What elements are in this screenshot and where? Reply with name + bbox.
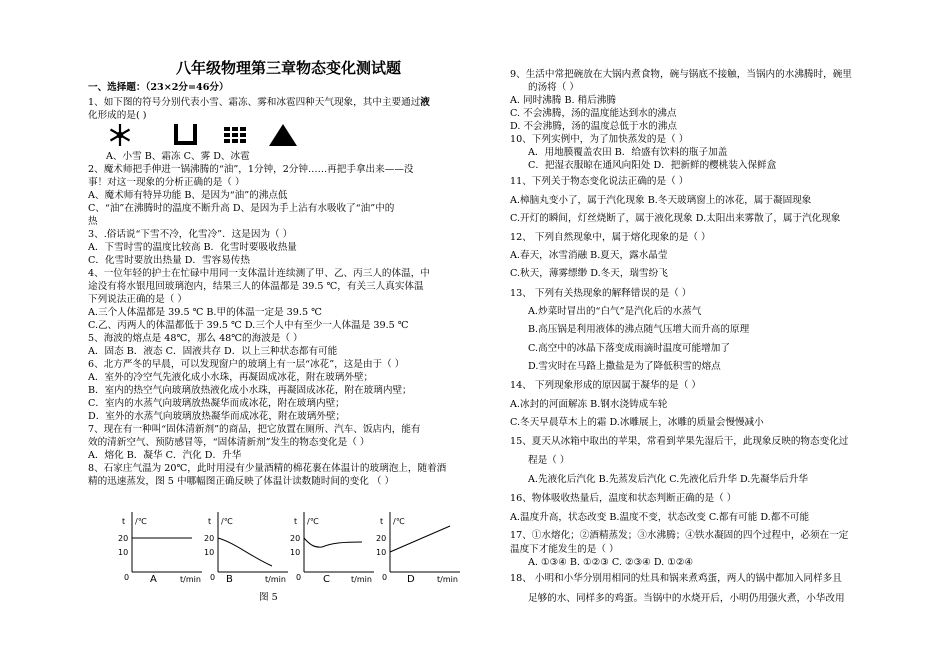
question-line: 12、 下列自然现象中，属于熔化现象的是（ ） [510, 232, 711, 243]
page-title: 八年级物理第三章物态变化测试题 [176, 59, 402, 77]
question-options: B.高压锅是利用液体的沸点随气压增大而升高的原理 [528, 324, 750, 335]
question-options: D．室外的水蒸气向玻璃放热凝华而成冰花，附在玻璃外壁； [88, 411, 346, 422]
graph-d [376, 512, 460, 585]
question-line: 9、生活中常把碗放在大锅内煮食物，碗与锅底不接触，当锅内的水沸腾时，碗里 [510, 69, 852, 80]
question-line: 精的迅速蒸发，图 5 中哪幅图正确反映了体温计读数随时间的变化 （ ） [88, 476, 395, 487]
question-line: 15、夏天从冰箱中取出的苹果，常看到苹果先湿后干，此现象反映的物态变化过 [510, 436, 849, 447]
graph-label-c: C [323, 574, 330, 585]
tick-0: 0 [124, 573, 130, 582]
tick-10: 10 [118, 548, 129, 557]
question-options: A.先液化后汽化 B.先蒸发后汽化 C.先液化后升华 D.先凝华后升华 [528, 474, 808, 485]
axis-label-unit: /℃ [307, 517, 319, 526]
question-options: A、小雪 B、霜冻 C、雾 D、冰雹 [106, 151, 250, 162]
question-options: A.樟脑丸变小了，属于汽化现象 B.冬天玻璃窗上的冰花，属于凝固现象 [510, 195, 812, 206]
tick-10: 10 [204, 548, 215, 557]
graph-label-b: B [226, 574, 233, 585]
question-line: 18、 小明和小华分别用相同的灶具和锅来煮鸡蛋，两人的锅中都加入同样多且 [510, 573, 842, 584]
question-options: C、“油”在沸腾时的温度不断升高 D、是因为手上沾有水吸收了“油”中的 [88, 203, 395, 214]
question-line: 11、下列关于物态变化说法正确的是（ ） [510, 176, 689, 187]
tick-20: 20 [290, 534, 301, 543]
weather-symbols [100, 121, 320, 149]
question-options: A. 同时沸腾 B. 稍后沸腾 [510, 95, 616, 106]
tick-10: 10 [290, 548, 301, 557]
question-options: A.三个人体温都是 39.5 ℃ B.甲的体温一定是 39.5 ℃ [88, 307, 322, 318]
question-options: D. 不会沸腾，汤的温度总低于水的沸点 [510, 121, 677, 132]
axis-label-t: t [122, 517, 126, 526]
question-line: 效的清新空气、预防感冒等，“固体清新剂”发生的物态变化是（ ） [88, 437, 370, 448]
question-line: 1、如下图的符号分别代表小雪、霜冻、雾和冰雹四种天气现象，其中主要通过液 [88, 97, 430, 108]
axis-label-t: t [380, 517, 384, 526]
tick-20: 20 [118, 534, 129, 543]
graph-b [204, 512, 288, 585]
question-options: C.冬天早晨草木上的霜 D.冰雕展上，冰雕的质量会慢慢减小 [510, 417, 764, 428]
tick-10: 10 [376, 548, 387, 557]
question-options: C．化雪时要放出热量 D．雪容易传热 [88, 255, 250, 266]
question-line: 2、魔术师把手伸进一锅沸腾的“油”，1分钟，2分钟……再把手拿出来——没 [88, 164, 414, 175]
question-options: A.春天，冰雪消融 B.夏天，露水晶莹 [510, 250, 668, 261]
question-line: 温度下才能发生的是（ ） [510, 544, 619, 555]
question-line: 途没有将水银甩回玻璃泡内，结果三人的体温都是 39.5 ℃，有关三人真实体温 [88, 281, 424, 292]
question-line: 程是（ ） [528, 455, 570, 466]
fog-icon [224, 127, 246, 143]
axis-label-unit: /℃ [393, 517, 405, 526]
tick-0: 0 [382, 573, 388, 582]
question-options: A．固态 B．液态 C．固液共存 D．以上三种状态都有可能 [88, 346, 338, 357]
question-line: 5、海波的熔点是 48℃，那么 48℃的海波是（ ） [88, 333, 303, 344]
axis-label-tmin: t/min [437, 575, 458, 584]
axis-label-t: t [294, 517, 298, 526]
question-options: A.温度升高，状态改变 B.温度不变，状态改变 C.都有可能 D.都不可能 [510, 512, 810, 523]
question-line: 16、物体吸收热量后，温度和状态判断正确的是（ ） [510, 493, 737, 504]
axis-label-unit: /℃ [135, 517, 147, 526]
question-options: A、魔术师有特异功能 B、是因为“油”的沸点低 [88, 190, 288, 201]
question-line: 17、①水熔化；②酒精蒸发；③水沸腾；④铁水凝固的四个过程中，必须在一定 [510, 530, 849, 541]
tick-20: 20 [204, 534, 215, 543]
hail-icon [269, 124, 297, 146]
question-options: C.秋天，薄雾缥缈 D.冬天，瑞雪纷飞 [510, 268, 668, 279]
question-line: 热 [88, 216, 98, 227]
emphasis-text: 液 [420, 97, 430, 108]
question-line: 6、北方严冬的早晨，可以发现窗户的玻璃上有一层“冰花”，这是由于（ ） [88, 359, 405, 370]
question-line: 足够的水、同样多的鸡蛋。当锅中的水烧开后，小明仍用强火煮，小华改用 [528, 593, 845, 604]
tick-0: 0 [296, 573, 302, 582]
question-options: A．室外的冷空气先液化成小水珠，再凝固成冰花，附在玻璃外壁； [88, 372, 374, 383]
graph-label-d: D [407, 574, 415, 585]
axis-label-tmin: t/min [180, 575, 201, 584]
question-options: C.开灯的瞬间，灯丝烧断了，属于液化现象 D.太阳出来雾散了，属于汽化现象 [510, 213, 841, 224]
question-line: 化形成的是( ) [88, 110, 147, 121]
graph-a [118, 512, 202, 585]
question-line: 8、石家庄气温为 20℃，此时用浸有少量酒精的棉花裹在体温计的玻璃泡上，随着酒 [88, 463, 447, 474]
question-line: 事！对这一现象的分析正确的是（ ） [88, 177, 245, 188]
question-options: A．用地膜覆盖农田 B．给盛有饮料的瓶子加盖 [528, 147, 728, 158]
tick-20: 20 [376, 534, 387, 543]
question-options: A.炒菜时冒出的“白气”是汽化后的水蒸气 [528, 306, 702, 317]
question-options: C.高空中的冰晶下落变成雨滴时温度可能增加了 [528, 343, 730, 354]
graph-c [290, 512, 374, 585]
axis-label-unit: /℃ [221, 517, 233, 526]
question-line: 3、.俗话说“下雪不冷，化雪冷”．这是因为（ ） [88, 229, 293, 240]
snowflake-icon [111, 124, 130, 146]
figure-5-graphs [110, 498, 490, 588]
question-options: A．下雪时雪的温度比较高 B．化雪时要吸收热量 [88, 242, 297, 253]
question-line: 10、下列实例中，为了加快蒸发的是（ ） [510, 134, 689, 145]
axis-label-tmin: t/min [265, 575, 286, 584]
question-options: B．室内的热空气向玻璃放热液化成小水珠，再凝固成冰花，附在玻璃内壁； [88, 385, 412, 396]
question-options: A.冰封的河面解冻 B.钢水浇铸成车轮 [510, 399, 668, 410]
axis-label-t: t [208, 517, 212, 526]
question-line: 4、一位年轻的护士在忙碌中用同一支体温计连续测了甲、乙、丙三人的体温，中 [88, 268, 430, 279]
question-options: C. 不会沸腾，汤的温度能达到水的沸点 [510, 108, 677, 119]
question-options: A．熔化 B．凝华 C．汽化 D．升华 [88, 450, 242, 461]
question-line: 14、 下列现象形成的原因属于凝华的是（ ） [510, 380, 701, 391]
question-options: C.乙、丙两人的体温都低于 39.5 ℃ D.三个人中有至少一人体温是 39.5 ℃ [88, 320, 409, 331]
question-line: 7、现在有一种叫“固体清新剂”的商品，把它放置在厕所、汽车、饭店内，能有 [88, 424, 421, 435]
question-line: 下列说法正确的是（ ） [88, 294, 187, 305]
graph-label-a: A [150, 574, 157, 585]
question-options: D.雪灾时在马路上撒盐是为了降低积雪的熔点 [528, 361, 721, 372]
frost-icon [174, 124, 197, 145]
tick-0: 0 [210, 573, 216, 582]
section-heading: 一、选择题：（23×2分=46分） [88, 82, 229, 93]
axis-label-tmin: t/min [351, 575, 372, 584]
figure-caption: 图 5 [259, 592, 278, 603]
question-options: A. ①③④ B. ①②③ C. ②③④ D. ①②④ [528, 557, 694, 568]
question-line: 的汤将（ ） [528, 82, 580, 93]
question-line: 13、 下列有关热现象的解释错误的是（ ） [510, 288, 692, 299]
question-options: C．把湿衣服晾在通风向阳处 D．把新鲜的樱桃装入保鲜盒 [528, 160, 777, 171]
question-options: C．室内的水蒸气向玻璃放热凝华而成冰花，附在玻璃内壁； [88, 398, 345, 409]
